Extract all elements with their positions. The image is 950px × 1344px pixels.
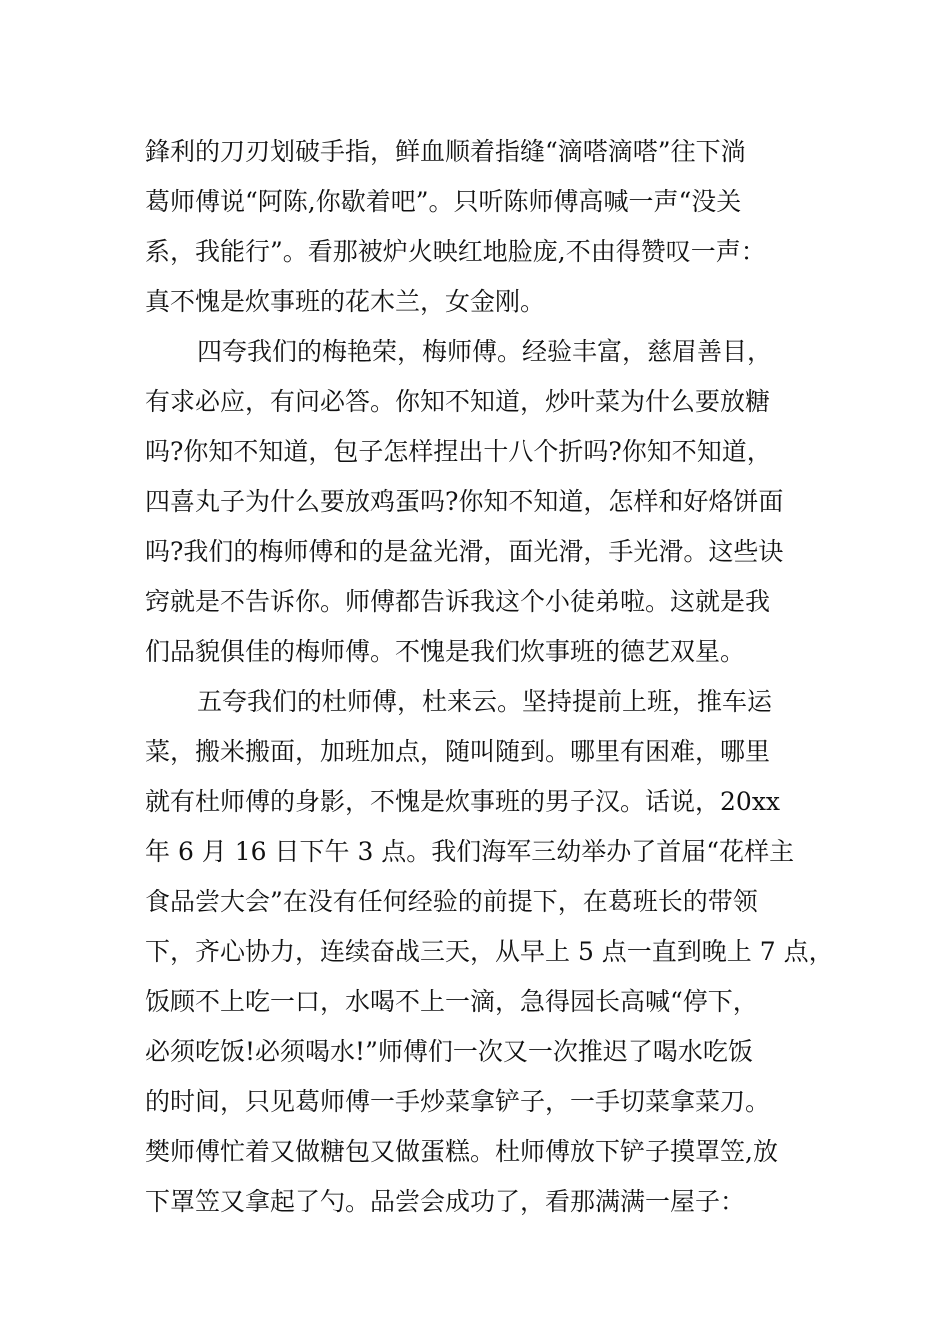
text-line: 系，我能行”。看那被炉火映红地脸庞,不由得赞叹一声：	[145, 237, 766, 266]
text-line: 四喜丸子为什么要放鸡蛋吗?你知不知道，怎样和好烙饼面	[145, 487, 784, 516]
text-line: 菜，搬米搬面，加班加点，随叫随到。哪里有困难，哪里	[145, 737, 771, 766]
text-line: 窍就是不告诉你。师傅都告诉我这个小徒弟啦。这就是我	[145, 587, 771, 616]
paragraph-2	[145, 327, 825, 677]
text-line: 食品尝大会”在没有任何经验的前提下，在葛班长的带领	[145, 887, 758, 916]
text-line: 们品貌俱佳的梅师傅。不愧是我们炊事班的德艺双星。	[145, 637, 746, 666]
text-line: 的时间，只见葛师傅一手炒菜拿铲子，一手切菜拿菜刀。	[145, 1087, 771, 1116]
text-line: 四夸我们的梅艳荣，梅师傅。经验丰富，慈眉善目，	[197, 337, 773, 366]
text-line: 樊师傅忙着又做糖包又做蛋糕。杜师傅放下铲子摸罩笠,放	[145, 1137, 778, 1166]
text-line: 吗?我们的梅师傅和的是盆光滑，面光滑，手光滑。这些诀	[145, 537, 784, 566]
text-line: 五夸我们的杜师傅，杜来云。坚持提前上班，推车运	[197, 687, 773, 716]
text-line: 饭顾不上吃一口，水喝不上一滴，急得园长高喊“停下，	[145, 987, 758, 1016]
paragraph-1	[145, 127, 825, 327]
text-line: 吗?你知不知道，包子怎样捏出十八个折吗?你知不知道，	[145, 437, 772, 466]
text-line: 必须吃饭!必须喝水!”师傅们一次又一次推迟了喝水吃饭	[145, 1037, 753, 1066]
paragraph-3	[145, 677, 834, 1227]
text-line: 鋒利的刀刃划破手指，鲜血顺着指缝“滴嗒滴嗒”往下淌	[145, 137, 746, 166]
text-line: 年 6 月 16 日下午 3 点。我们海军三幼举办了首届“花样主	[145, 837, 795, 866]
text-line: 真不愧是炊事班的花木兰，女金刚。	[145, 287, 546, 316]
text-line: 下，齐心协力，连续奋战三天，从早上 5 点一直到晚上 7 点，	[145, 937, 834, 966]
text-line: 有求必应，有问必答。你知不知道，炒叶菜为什么要放糖	[145, 387, 771, 416]
text-line: 下罩笠又拿起了勺。品尝会成功了，看那满满一屋子：	[145, 1187, 746, 1216]
text-line: 就有杜师傅的身影，不愧是炊事班的男子汉。话说，20xx	[145, 787, 781, 816]
document-body	[145, 127, 834, 1227]
text-line: 葛师傅说“阿陈,你歇着吧”。只听陈师傅高喊一声“没关	[145, 187, 742, 216]
